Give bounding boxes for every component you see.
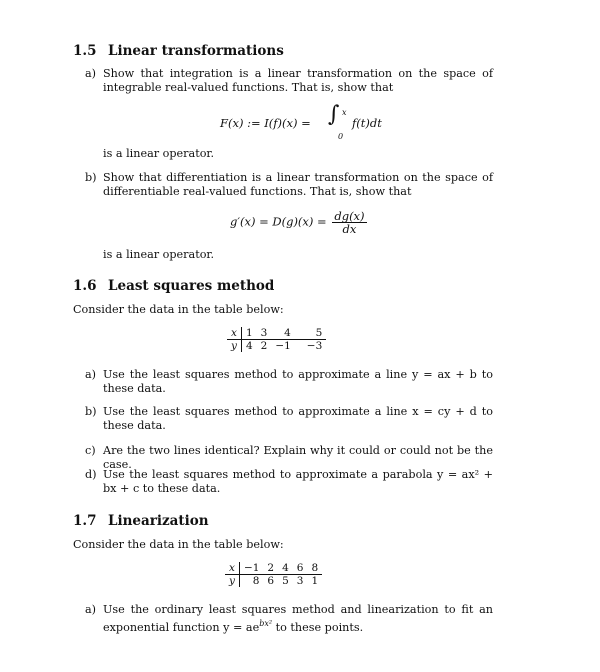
table-header-x: x bbox=[227, 327, 241, 340]
item-text: Use the least squares method to approximate a line x = cy + d to these data. bbox=[103, 405, 493, 432]
section-title: Least squares method bbox=[108, 278, 275, 294]
table-header-y: y bbox=[227, 340, 241, 353]
table-row bbox=[225, 575, 322, 588]
table-cell: 3 bbox=[296, 575, 304, 587]
eq-lhs: F(x) := I(f)(x) = bbox=[220, 116, 311, 130]
item-label: a) bbox=[85, 368, 97, 381]
table-cell: 8 bbox=[307, 562, 322, 575]
eq-upper-limit: x bbox=[342, 108, 347, 117]
s15-b-after: is a linear operator. bbox=[103, 248, 215, 261]
table-cell: 4 bbox=[245, 340, 253, 352]
eq-lhs: g′(x) = D(g)(x) = bbox=[230, 214, 327, 229]
table-header-x: x bbox=[225, 562, 239, 575]
item-text: Are the two lines identical? Explain why it could or could not be the case. bbox=[103, 444, 493, 471]
s15-item-b bbox=[85, 171, 493, 199]
eq-integrand: f(t)dt bbox=[352, 116, 382, 130]
s16-item-b bbox=[85, 405, 493, 433]
eq-lower-limit: 0 bbox=[338, 132, 344, 141]
section-title: Linearization bbox=[108, 513, 209, 529]
item-text: Show that differentiation is a linear transformation on the space of differentiable real-valued functions. That is, show that bbox=[103, 171, 493, 198]
s17-item-a bbox=[85, 603, 493, 635]
section-1-5-heading bbox=[73, 44, 284, 58]
item-label: a) bbox=[85, 603, 97, 616]
table-cell: 2 bbox=[263, 562, 278, 575]
table-row bbox=[227, 340, 326, 353]
data-table-1-6 bbox=[227, 327, 326, 352]
integral-sign-icon: ∫ bbox=[328, 102, 340, 127]
table-cell: 2 bbox=[260, 340, 268, 352]
table-cell: −3 bbox=[306, 340, 323, 352]
fraction-numerator: dg(x) bbox=[334, 209, 365, 223]
section-number: 1.5 bbox=[73, 43, 97, 59]
section-number: 1.6 bbox=[73, 278, 97, 294]
table-cell: 6 bbox=[267, 575, 275, 587]
s16-item-a bbox=[85, 368, 493, 396]
table-cell: −1 bbox=[275, 340, 291, 352]
derivative-equation bbox=[230, 210, 369, 235]
section-title: Linear transformations bbox=[108, 43, 284, 59]
item-text-part2: to these points. bbox=[275, 621, 364, 634]
table-cell: 4 bbox=[271, 327, 294, 340]
section-1-6-heading bbox=[73, 279, 274, 293]
s16-item-d bbox=[85, 468, 493, 496]
table-cell: 6 bbox=[293, 562, 308, 575]
item-text-part1: Use the ordinary least squares method and linearization to fit an exponential function y = ae bbox=[103, 603, 493, 634]
table-cell: 3 bbox=[257, 327, 272, 340]
table-header-y: y bbox=[225, 575, 239, 588]
s15-item-a bbox=[85, 67, 493, 95]
s15-a-after: is a linear operator. bbox=[103, 147, 215, 160]
item-label: d) bbox=[85, 468, 97, 481]
exponent: bx² bbox=[259, 619, 273, 628]
table-row bbox=[225, 562, 322, 575]
item-text: Show that integration is a linear transformation on the space of integrable real-valued functions. That is, show that bbox=[103, 67, 493, 94]
item-text: Use the least squares method to approximate a line y = ax + b to these data. bbox=[103, 368, 493, 395]
s16-intro: Consider the data in the table below: bbox=[73, 303, 284, 316]
table-cell: 5 bbox=[282, 575, 289, 587]
fraction-denominator: dx bbox=[342, 222, 357, 236]
table-cell: 8 bbox=[252, 575, 260, 587]
integral-equation bbox=[220, 102, 400, 141]
table-cell: 1 bbox=[241, 327, 256, 340]
s17-intro: Consider the data in the table below: bbox=[73, 538, 284, 551]
data-table-1-7 bbox=[225, 562, 322, 587]
section-number: 1.7 bbox=[73, 513, 97, 529]
table-cell: 1 bbox=[311, 575, 319, 587]
item-text bbox=[103, 603, 493, 635]
section-1-7-heading bbox=[73, 514, 209, 528]
item-label: b) bbox=[85, 171, 97, 184]
item-label: b) bbox=[85, 405, 97, 418]
table-cell: 5 bbox=[295, 327, 326, 340]
table-cell: 4 bbox=[278, 562, 293, 575]
table-row bbox=[227, 327, 326, 340]
derivative-fraction bbox=[332, 210, 366, 235]
item-text: Use the least squares method to approximate a parabola y = ax² + bx + c to these data. bbox=[103, 468, 493, 495]
item-label: c) bbox=[85, 444, 96, 457]
table-cell: −1 bbox=[239, 562, 263, 575]
item-label: a) bbox=[85, 67, 97, 80]
